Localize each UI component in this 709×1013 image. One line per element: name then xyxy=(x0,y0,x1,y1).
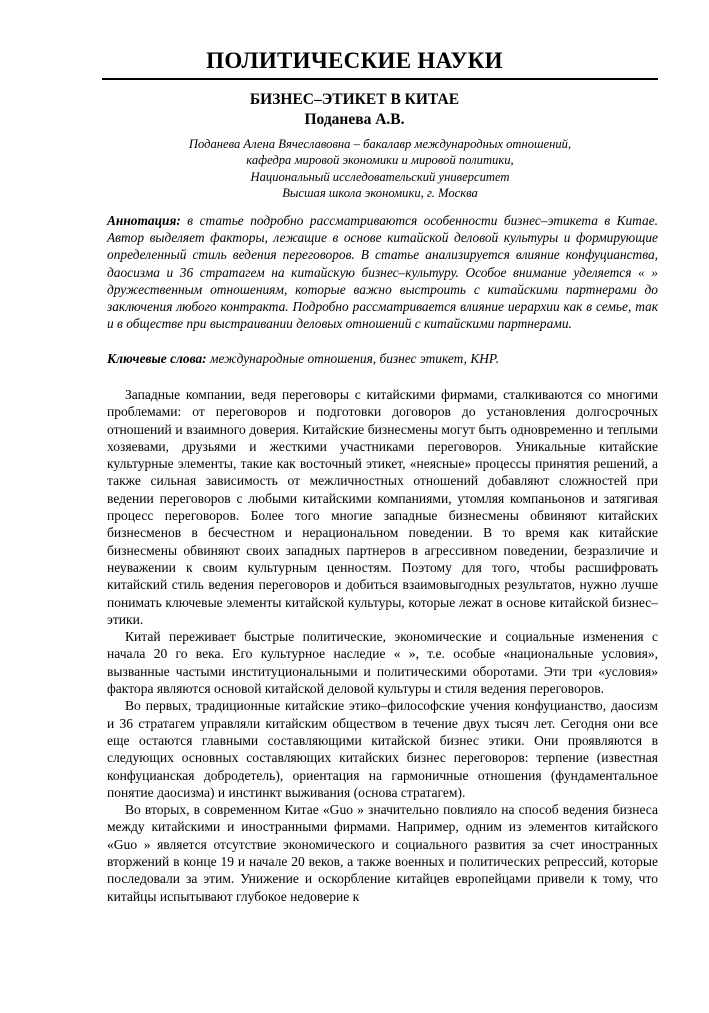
section-title: ПОЛИТИЧЕСКИЕ НАУКИ xyxy=(206,48,503,73)
article-title: БИЗНЕС–ЭТИКЕТ В КИТАЕ xyxy=(249,91,460,108)
article-body xyxy=(107,386,658,905)
author-name: Поданева А.В. xyxy=(304,111,405,128)
abstract-text: в статье подробно рассматриваются особенности бизнес–этикета в Китае. Автор выделяет факторы, лежащие в основе китайской деловой культуры и формирующие определенный стиль ведения переговоров. В статье анализируется влияние конфуцианства, даосизма и 36 стратагем на китайскую бизнес–культуру. Особое внимание уделяется « » дружественным отношениям, которые важно выстроить с китайскими партнерами до заключения любого контракта. Подробно рассматривается влияние иерархии как в семье, так и в обществе при выстраивании деловых отношений с китайскими партнерами. xyxy=(107,213,658,332)
abstract xyxy=(107,212,658,332)
keywords xyxy=(107,350,658,367)
keywords-label: Ключевые слова: xyxy=(107,351,207,366)
body-paragraph: Во первых, традиционные китайские этико–философские учения конфуцианство, даосизм и 36 стратагем управляли китайским обществом в течение двух тысяч лет. Сегодня они все еще остаются главными составляющими китайской бизнес этики. Они проявляются в следующих основных составляющих китайских бизнес переговоров: терпение (известная конфуцианская добродетель), ориентация на гармоничные отношения (фундаментальное понятие даосизма) и инстинкт выживания (основа стратагем). xyxy=(107,698,658,800)
body-paragraph: Китай переживает быстрые политические, экономические и социальные изменения с начала 20 го века. Его культурное наследие « », т.е. особые «национальные условия», вызванные частыми институциональными и политическими оборотами. Эти три «условия» фактора являются основой китайской деловой культуры и стиля ведения переговоров. xyxy=(107,629,658,697)
affiliation-line: Поданева Алена Вячеславовна – бакалавр международных отношений, xyxy=(188,137,572,151)
header-divider xyxy=(102,78,658,80)
affiliation-line: кафедра мировой экономики и мировой политики, xyxy=(246,153,514,168)
affiliation-line: Высшая школа экономики, г. Москва xyxy=(282,185,478,200)
keywords-text: международные отношения, бизнес этикет, КНР. xyxy=(206,351,500,366)
affiliation-line: Национальный исследовательский университет xyxy=(250,169,510,184)
author-affiliation xyxy=(150,136,610,201)
abstract-label: Аннотация: xyxy=(107,213,181,228)
body-paragraph: Во вторых, в современном Китае «Guo » значительно повлияло на способ ведения бизнеса между китайскими и иностранными фирмами. Например, одним из элементов китайского «Guo » является отсутствие экономического и социального развития за счет иностранных вторжений в конце 19 и начале 20 веков, а также военных и политических репрессий, которые последовали за этим. Унижение и оскорбление китайцев европейцами привели к тому, что китайцы испытывают глубокое недоверие к xyxy=(107,802,658,904)
body-paragraph: Западные компании, ведя переговоры с китайскими фирмами, сталкиваются со многими проблемами: от переговоров и подготовки договоров до установления долгосрочных отношений и взаимного доверия. Китайские бизнесмены могут быть одновременно и теплыми хозяевами, друзьями и жесткими участниками переговоров. Уникальные китайские культурные элементы, такие как восточный этикет, «неясные» процессы принятия решений, а также сильная зависимость от межличностных отношений добавляют сложностей при ведении переговоров с любыми китайскими компаниями, утомляя компаньонов и затягивая процесс переговоров. Более того многие западные бизнесмены обвиняют китайских бизнесменов в бесчестном и нерациональном поведении. В то время как китайские бизнесмены обвиняют своих западных партнеров в агрессивном поведении, безразличие и неуважении к своим культурным ценностям. Поэтому для того, чтобы расшифровать китайский стиль ведения переговоров и добиться взаимовыгодных результатов, нужно лучше понимать ключевые элементы китайской культуры, которые лежат в основе китайской бизнес–этики. xyxy=(107,387,658,627)
